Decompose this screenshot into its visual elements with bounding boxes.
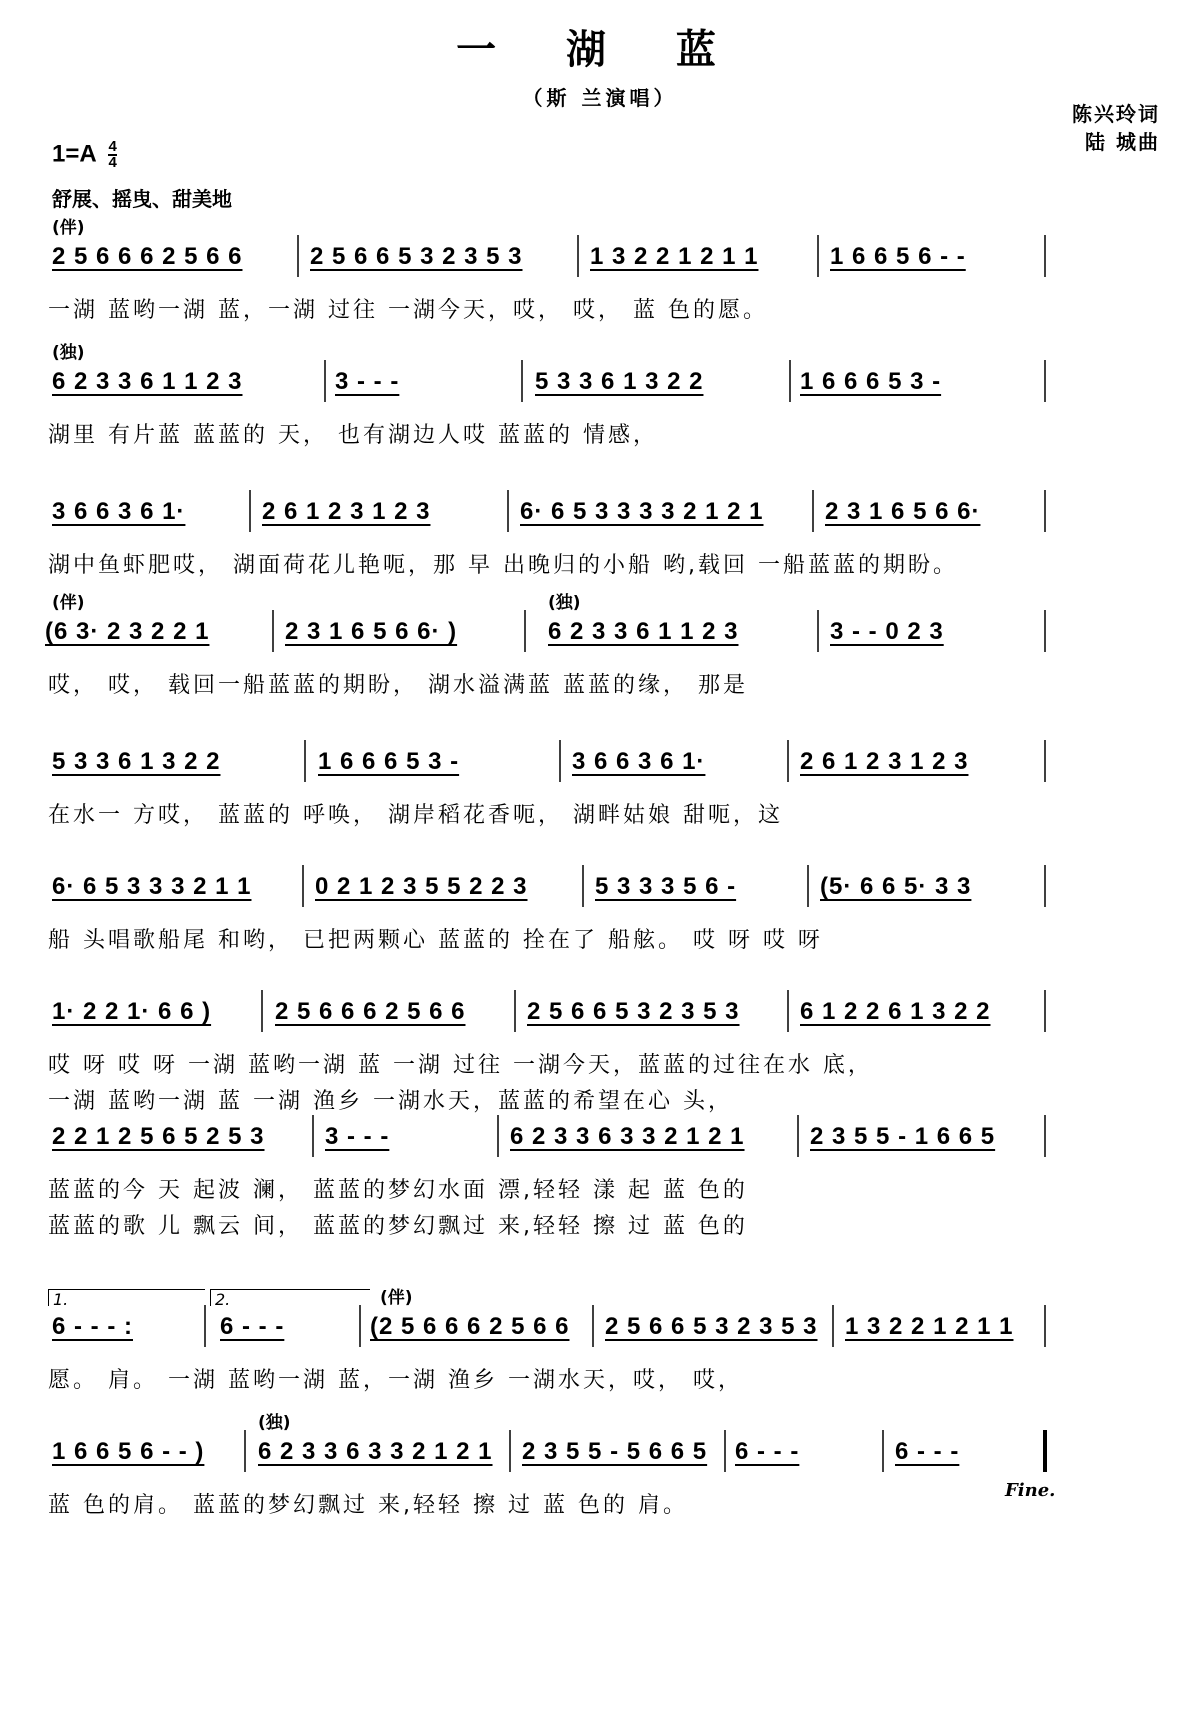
bar-lines — [0, 610, 1200, 660]
note-group: (5· 6 6 5· 3 3 — [820, 873, 972, 900]
note-group: 6· 6 5 3 3 3 2 1 1 — [52, 873, 252, 900]
note-group: 6 2 3 3 6 3 3 2 1 2 1 — [510, 1123, 745, 1150]
lyric-line: 湖中鱼虾肥哎， 湖面荷花儿艳呃，那 早 出晚归的小船 哟,载回 一船蓝蓝的期盼。 — [48, 553, 958, 578]
note-group: 3 - - 0 2 3 — [830, 618, 944, 645]
bar-lines — [0, 740, 1200, 790]
section-mark: (独) — [548, 593, 581, 613]
note-group: 3 6 6 3 6 1· — [572, 748, 706, 775]
bar-lines — [0, 235, 1200, 285]
note-group: 2 3 5 5 - 5 6 6 5 — [522, 1438, 708, 1465]
note-group: 6 2 3 3 6 3 3 2 1 2 1 — [258, 1438, 493, 1465]
section-mark: (伴) — [52, 593, 85, 613]
lyric-line: 在水一 方哎， 蓝蓝的 呼唤， 湖岸稻花香呃， 湖畔姑娘 甜呃，这 — [48, 803, 783, 828]
lyric-line: 哎 呀 哎 呀 一湖 蓝哟一湖 蓝 一湖 过往 一湖今天，蓝蓝的过往在水 底， — [48, 1053, 873, 1078]
note-group: 0 2 1 2 3 5 5 2 2 3 — [315, 873, 528, 900]
section-mark: (独) — [52, 343, 85, 363]
note-group: 5 3 3 6 1 3 2 2 — [52, 748, 221, 775]
note-group: 1 6 6 6 5 3 - — [318, 748, 460, 775]
lyric-line: 蓝蓝的歌 儿 飘云 间， 蓝蓝的梦幻飘过 来,轻轻 擦 过 蓝 色的 — [48, 1214, 748, 1239]
key-label: 1=A — [52, 140, 96, 168]
note-group: 5 3 3 6 1 3 2 2 — [535, 368, 704, 395]
composer-credit: 陆 城曲 — [1085, 130, 1160, 154]
bar-lines — [0, 1305, 1200, 1355]
time-bottom: 4 — [108, 154, 117, 171]
bar-lines — [0, 1115, 1200, 1165]
bar-lines — [0, 1430, 1200, 1480]
tempo-marking: 舒展、摇曳、甜美地 — [52, 187, 232, 211]
note-group: 6 - - - — [220, 1313, 285, 1340]
key-signature — [52, 140, 117, 170]
note-group: 1 3 2 2 1 2 1 1 — [845, 1313, 1014, 1340]
note-group: 1 6 6 5 6 - - ) — [52, 1438, 205, 1465]
time-signature — [108, 140, 116, 170]
bar-lines — [0, 360, 1200, 410]
note-group: 1 6 6 6 5 3 - — [800, 368, 942, 395]
lyricist-credit: 陈兴玲词 — [1072, 102, 1160, 126]
note-group: 5 3 3 3 5 6 - — [595, 873, 737, 900]
volta-bracket: 1. — [48, 1289, 205, 1306]
note-group: 2 5 6 6 5 3 2 3 5 3 — [605, 1313, 818, 1340]
note-group: 1 6 6 5 6 - - — [830, 243, 966, 270]
note-group: 2 3 5 5 - 1 6 6 5 — [810, 1123, 996, 1150]
volta-bracket: 2. — [210, 1289, 370, 1306]
note-group: (2 5 6 6 6 2 5 6 6 — [370, 1313, 570, 1340]
lyric-line: 愿。 肩。 一湖 蓝哟一湖 蓝，一湖 渔乡 一湖水天，哎， 哎， — [48, 1368, 743, 1393]
note-group: 6 1 2 2 6 1 3 2 2 — [800, 998, 991, 1025]
lyric-line: 一湖 蓝哟一湖 蓝 一湖 渔乡 一湖水天，蓝蓝的希望在心 头， — [48, 1089, 733, 1114]
note-group: 2 5 6 6 6 2 5 6 6 — [52, 243, 243, 270]
section-mark: (伴) — [52, 218, 85, 238]
note-group: 6 2 3 3 6 1 1 2 3 — [52, 368, 243, 395]
bar-lines — [0, 490, 1200, 540]
lyric-line: 船 头唱歌船尾 和哟， 已把两颗心 蓝蓝的 拴在了 船舷。 哎 呀 哎 呀 — [48, 928, 823, 953]
bar-lines — [0, 865, 1200, 915]
note-group: 2 5 6 6 6 2 5 6 6 — [275, 998, 466, 1025]
note-group: 6 - - - — [735, 1438, 800, 1465]
note-group: 2 2 1 2 5 6 5 2 5 3 — [52, 1123, 265, 1150]
note-group: 2 5 6 6 5 3 2 3 5 3 — [527, 998, 740, 1025]
section-mark: (独) — [258, 1413, 291, 1433]
lyric-line: 湖里 有片蓝 蓝蓝的 天， 也有湖边人哎 蓝蓝的 情感， — [48, 423, 658, 448]
bar-lines — [0, 990, 1200, 1040]
song-title: 一 湖 蓝 — [456, 26, 744, 73]
note-group: 2 6 1 2 3 1 2 3 — [262, 498, 431, 525]
fine-marking: Fine. — [1005, 1480, 1056, 1501]
lyric-line: 蓝蓝的今 天 起波 澜， 蓝蓝的梦幻水面 漂,轻轻 漾 起 蓝 色的 — [48, 1178, 748, 1203]
note-group: 2 6 1 2 3 1 2 3 — [800, 748, 969, 775]
note-group: 3 - - - — [335, 368, 400, 395]
note-group: 2 5 6 6 5 3 2 3 5 3 — [310, 243, 523, 270]
section-mark: (伴) — [380, 1288, 413, 1308]
note-group: (6 3· 2 3 2 2 1 — [45, 618, 210, 645]
lyric-line: 一湖 蓝哟一湖 蓝，一湖 过往 一湖今天，哎， 哎， 蓝 色的愿。 — [48, 298, 768, 323]
note-group: 2 3 1 6 5 6 6· — [825, 498, 981, 525]
note-group: 6· 6 5 3 3 3 3 2 1 2 1 — [520, 498, 764, 525]
note-group: 6 2 3 3 6 1 1 2 3 — [548, 618, 739, 645]
note-group: 6 - - - — [895, 1438, 960, 1465]
note-group: 1 3 2 2 1 2 1 1 — [590, 243, 759, 270]
performer-subtitle: （斯 兰演唱） — [522, 86, 678, 110]
note-group: 3 - - - — [325, 1123, 390, 1150]
note-group: 3 6 6 3 6 1· — [52, 498, 186, 525]
note-group: 2 3 1 6 5 6 6· ) — [285, 618, 458, 645]
time-top: 4 — [108, 138, 117, 155]
note-group: 1· 2 2 1· 6 6 ) — [52, 998, 212, 1025]
note-group: 6 - - - : — [52, 1313, 133, 1340]
lyric-line: 蓝 色的肩。 蓝蓝的梦幻飘过 来,轻轻 擦 过 蓝 色的 肩。 — [48, 1493, 688, 1518]
lyric-line: 哎， 哎， 载回一船蓝蓝的期盼， 湖水溢满蓝 蓝蓝的缘， 那是 — [48, 673, 748, 698]
